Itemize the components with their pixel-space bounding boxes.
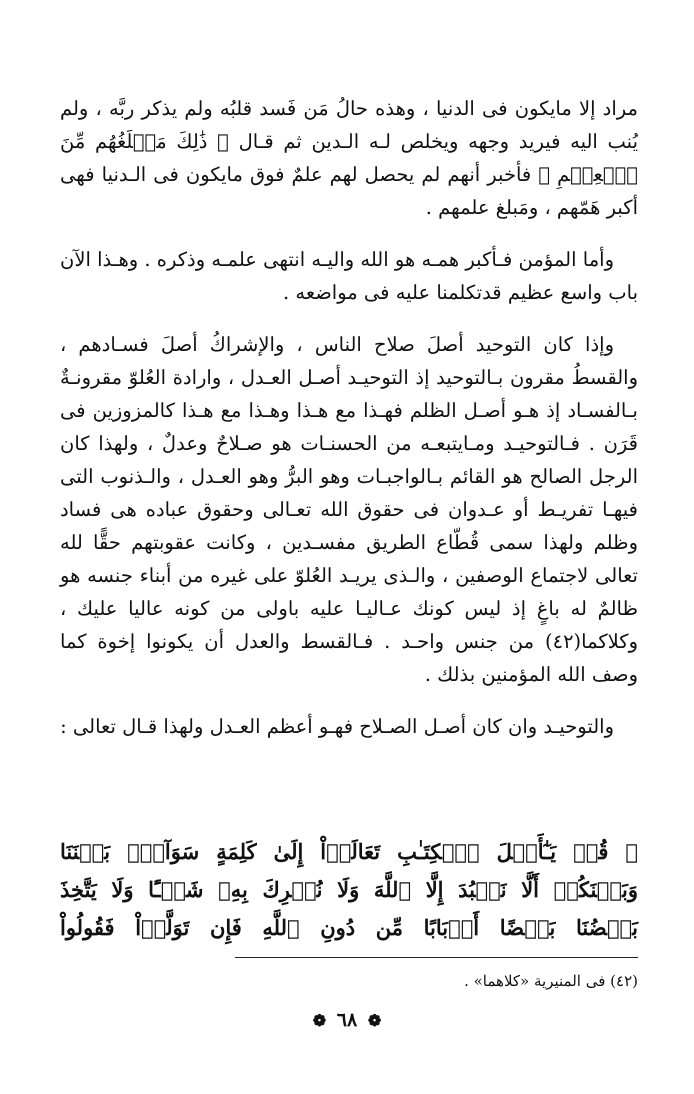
quran-line: ﴿ قُلۡ يَـٰٓأَهۡلَ ٱلۡكِتَـٰبِ تَعَالَوۡاْ إِلَىٰ كَلِمَةٍ سَوَآءِۭ بَيۡنَنَا	[60, 839, 638, 864]
ornament-icon: ❁	[367, 1011, 382, 1030]
quran-line: بَعۡضُنَا بَعۡضًا أَرۡبَابًا مِّن دُونِ ٱللَّهِ فَإِن تَوَلَّوۡاْ فَقُولُواْ	[60, 915, 638, 940]
paragraph: وأما المؤمن فـأكبر همـه هو الله واليـه انتهى علمـه وذكره . وهـذا الآن باب واسع عظيم قدتكلمنا عليه فى مواضعه .	[60, 248, 638, 304]
paragraph: والتوحيـد وان كان أصـل الصـلاح فهـو أعظم العـدل ولهذا قـال تعالى :	[60, 715, 614, 738]
page-number: ٦٨	[336, 1009, 358, 1031]
page-number-container	[0, 1008, 694, 1033]
paragraph: وإذا كان التوحيد أصلَ صلاح الناس ، والإشراكُ أصلَ فسـادهم ، والقسطُ مقرون بـالتوحيد إذ التوحيـد أصـل العـدل ، وارادة العُلوّ مقرونـةٌ بـالفسـاد إذ هـو أصـل الظلم فهـذا مع هـذا وهـذا مع هـذا كالمزوزين فى قَرَن . فـالتوحيـد ومـايتبعـه من الحسنـات هو صـلاحٌ وعدلٌ ، ولهذا كان الرجل الصالح هو القائم بـالواجبـات وهو البرُّ وهو العـدل ، والـذنوب التى فيهـا تفريـط أو عـدوان فى حقوق الله تعـالى وحقوق عباده هى فساد وظلم ولهذا سمى قُطّاع الطريق مفسـدين ، وكانت عقوبتهم حقًّا لله تعالى لاجتماع الوصفين ، والـذى يريـد العُلوّ على غيره من أبناء جنسه هو ظالمٌ له باغٍ إذ ليس كونك عـاليـا عليه باولى من كونه عاليا عليك ، وكلاكما(٤٢) من جنس واحـد . فـالقسط والعدل أن يكونوا إخوة كما وصف الله المؤمنين بذلك .	[60, 333, 638, 686]
footnote: (٤٢) فى المنيرية «كلاهما» .	[464, 972, 638, 990]
paragraph: مراد إلا مايكون فى الدنيا ، وهذه حالُ مَن فَسد قلبُه ولم يذكر ربَّه ، ولم يُنب اليه فيريد وجهه ويخلص لـه الـدين ثم قـال ﴿ ذَٰلِكَ مَبۡلَغُهُم مِّنَ ٱلۡعِلۡمِ ﴾ فأخبر أنهم لم يحصل لهم علمٌ فوق مايكون فى الـدنيا فهى أكبر هَمّهم ، ومَبلغ علمهم .	[60, 97, 638, 219]
ornament-icon: ❁	[312, 1011, 327, 1030]
footnote-divider	[235, 957, 638, 958]
quran-verse-block	[60, 833, 638, 947]
main-text	[60, 92, 638, 762]
quran-line: وَبَيۡنَكُمۡ أَلَّا نَعۡبُدَ إِلَّا ٱللَّهَ وَلَا نُشۡرِكَ بِهِۦ شَيۡـًٔا وَلَا يَتَّخِذَ	[60, 877, 638, 902]
